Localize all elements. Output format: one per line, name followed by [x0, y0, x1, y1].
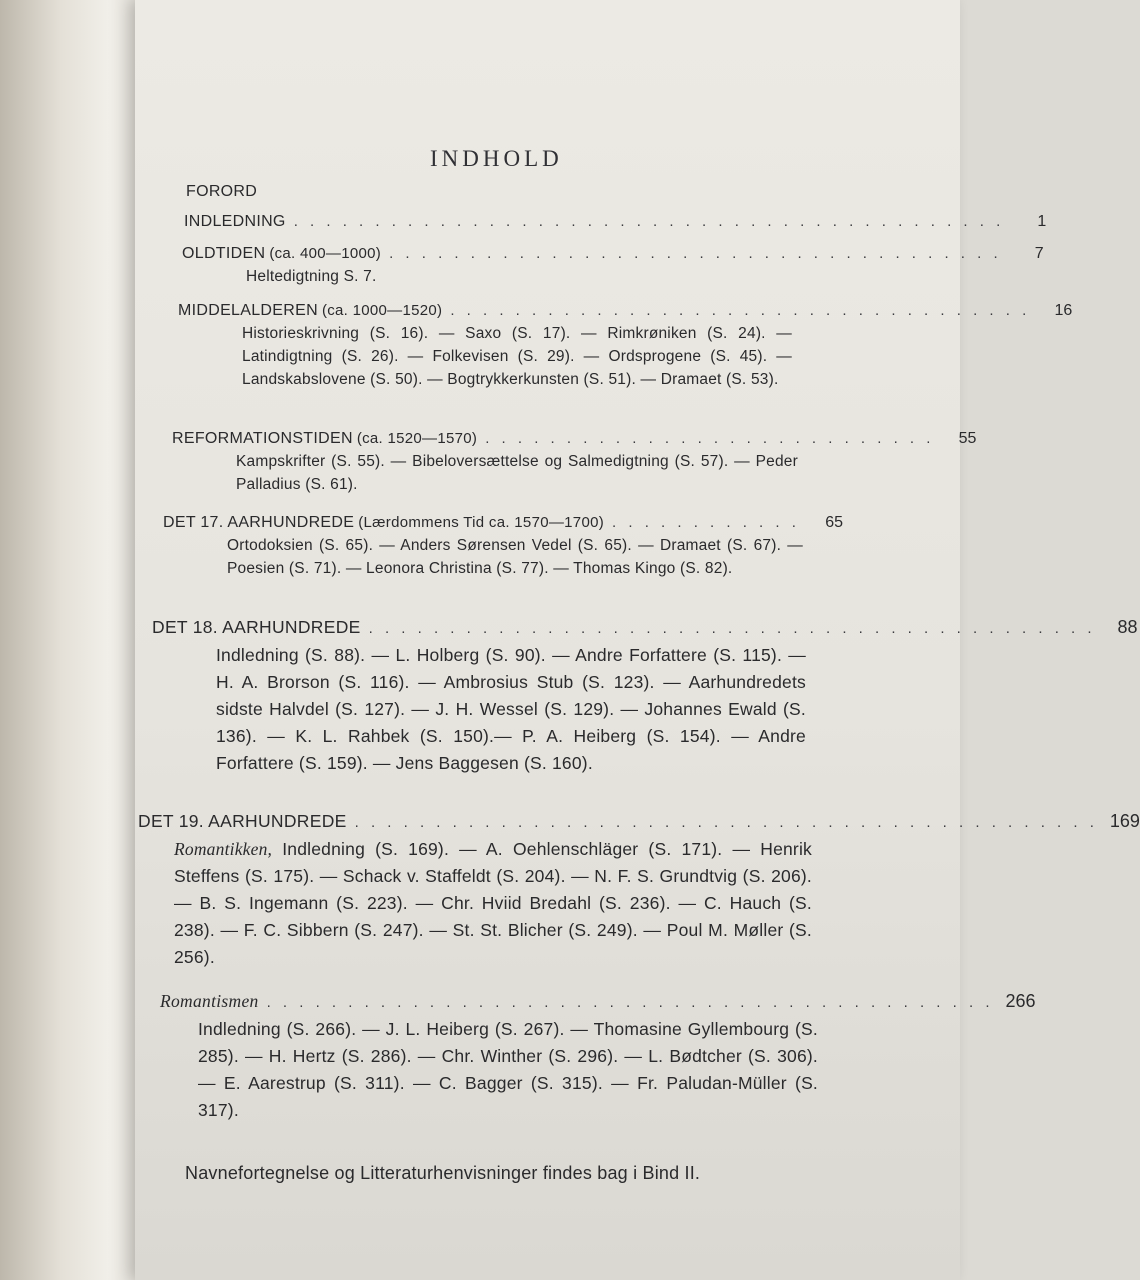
toc-entry-17th-century [163, 512, 843, 580]
entry-page-number: 1 [1037, 213, 1047, 230]
toc-entry-reformationstiden [172, 428, 977, 496]
leader-dots: . . . . . . . . . . . . . . . . . . . . . . . . . . . . . . . . . . . . [450, 302, 1031, 319]
entry-description: Indledning (S. 88). — L. Holberg (S. 90). — Andre Forfattere (S. 115). — H. A. Brorson (S. 116). — Ambrosius Stub (S. 123). — Aarhundredets sidste Halvdel (S. 127). — J. H. Wessel (S. 129). — Johannes Ewald (S. 136). — K. L. Rahbek (S. 150).— P. A. Heiberg (S. 154). — Andre Forfattere (S. 159). — Jens Baggesen (S. 160). [216, 645, 806, 773]
entry-heading: DET 19. AARHUNDREDE [138, 811, 347, 831]
entry-period: (ca. 1000—1520) [321, 302, 443, 319]
entry-heading: DET 18. AARHUNDREDE [152, 617, 361, 637]
entry-heading: Romantismen [160, 991, 259, 1011]
entry-page-number: 16 [1054, 302, 1073, 319]
entry-page-number: 169 [1109, 811, 1140, 831]
leader-dots: . . . . . . . . . . . . . . . . . . . . . . . . . . . . . . . . . . . . . . . . . . . . . [368, 620, 1096, 637]
toc-entry-forord [186, 181, 826, 203]
leader-dots: . . . . . . . . . . . . . . . . . . . . . . . . . . . . . . . . . . . . . . [389, 245, 1002, 262]
leader-dots: . . . . . . . . . . . . [612, 514, 800, 531]
entry-page-number: 266 [1005, 991, 1036, 1011]
toc-entry-romantismen [160, 988, 1036, 1124]
entry-heading: INDLEDNING [184, 213, 286, 230]
leader-dots: . . . . . . . . . . . . . . . . . . . . . . . . . . . . . . . . . . . . . . . . . . . . . . [354, 814, 1098, 831]
entry-description: Kampskrifter (S. 55). — Bibeloversættelse og Salmedigtning (S. 57). — Peder Palladius (S. 61). [236, 453, 798, 493]
entry-page-number: 7 [1034, 245, 1044, 262]
entry-heading: OLDTIDEN [182, 245, 266, 262]
entry-heading: REFORMATIONSTIDEN [172, 430, 353, 447]
leader-dots: . . . . . . . . . . . . . . . . . . . . . . . . . . . . [485, 430, 935, 447]
entry-page-number: 88 [1117, 617, 1138, 637]
toc-entry-19th-century [138, 808, 1140, 971]
entry-period: (ca. 1520—1570) [356, 430, 478, 447]
entry-page-number: 55 [958, 430, 977, 447]
entry-description: Heltedigtning S. 7. [246, 268, 377, 285]
entry-heading: DET 17. AARHUNDREDE [163, 514, 355, 531]
leader-dots: . . . . . . . . . . . . . . . . . . . . . . . . . . . . . . . . . . . . . . . . . . . . [293, 213, 1005, 230]
leader-dots: . . . . . . . . . . . . . . . . . . . . . . . . . . . . . . . . . . . . . . . . . . . . . [266, 994, 994, 1011]
toc-entry-indledning [184, 211, 1047, 233]
entry-heading: MIDDELALDEREN [178, 302, 318, 319]
subsection-label: Romantikken, [174, 839, 273, 859]
entry-description: Indledning (S. 266). — J. L. Heiberg (S. 267). — Thomasine Gyllembourg (S. 285). — H. Hertz (S. 286). — Chr. Winther (S. 296). — L. Bødtcher (S. 306). — E. Aarestrup (S. 311). — C. Bagger (S. 315). — Fr. Paludan-Müller (S. 317). [198, 1019, 818, 1120]
toc-entry-oldtiden [182, 243, 1044, 288]
toc-entry-middelalderen [178, 300, 1073, 391]
entry-period: (Lærdommens Tid ca. 1570—1700) [358, 514, 605, 531]
entry-heading: FORORD [186, 183, 258, 200]
entry-description [138, 836, 856, 971]
entry-description: Ortodoksien (S. 65). — Anders Sørensen Vedel (S. 65). — Dramaet (S. 67). — Poesien (S. 71). — Leonora Christina (S. 77). — Thomas Kingo (S. 82). [227, 537, 803, 577]
entry-description: Historieskrivning (S. 16). — Saxo (S. 17). — Rimkrøniken (S. 24). — Latindigtning (S. 26). — Folkevisen (S. 29). — Ordsprogene (S. 45). — Landskabslovene (S. 50). — Bogtrykkerkunsten (S. 51). — Dramaet (S. 53). [242, 325, 792, 388]
toc-entry-18th-century [152, 614, 1138, 777]
footer-note: Navnefortegnelse og Litteraturhenvisninger findes bag i Bind II. [185, 1163, 701, 1183]
entry-page-number: 65 [825, 514, 843, 531]
entry-period: (ca. 400—1000) [269, 245, 382, 262]
entry-description-text: Indledning (S. 169). — A. Oehlenschläger (S. 171). — Henrik Steffens (S. 175). — Schack v. Staffeldt (S. 204). — N. F. S. Grundtvig (S. 206). — B. S. Ingemann (S. 223). — Chr. Hviid Bredahl (S. 236). — C. Hauch (S. 238). — F. C. Sibbern (S. 247). — St. St. Blicher (S. 249). — Poul M. Møller (S. 256). [174, 839, 812, 967]
page-title: INDHOLD [430, 146, 563, 171]
